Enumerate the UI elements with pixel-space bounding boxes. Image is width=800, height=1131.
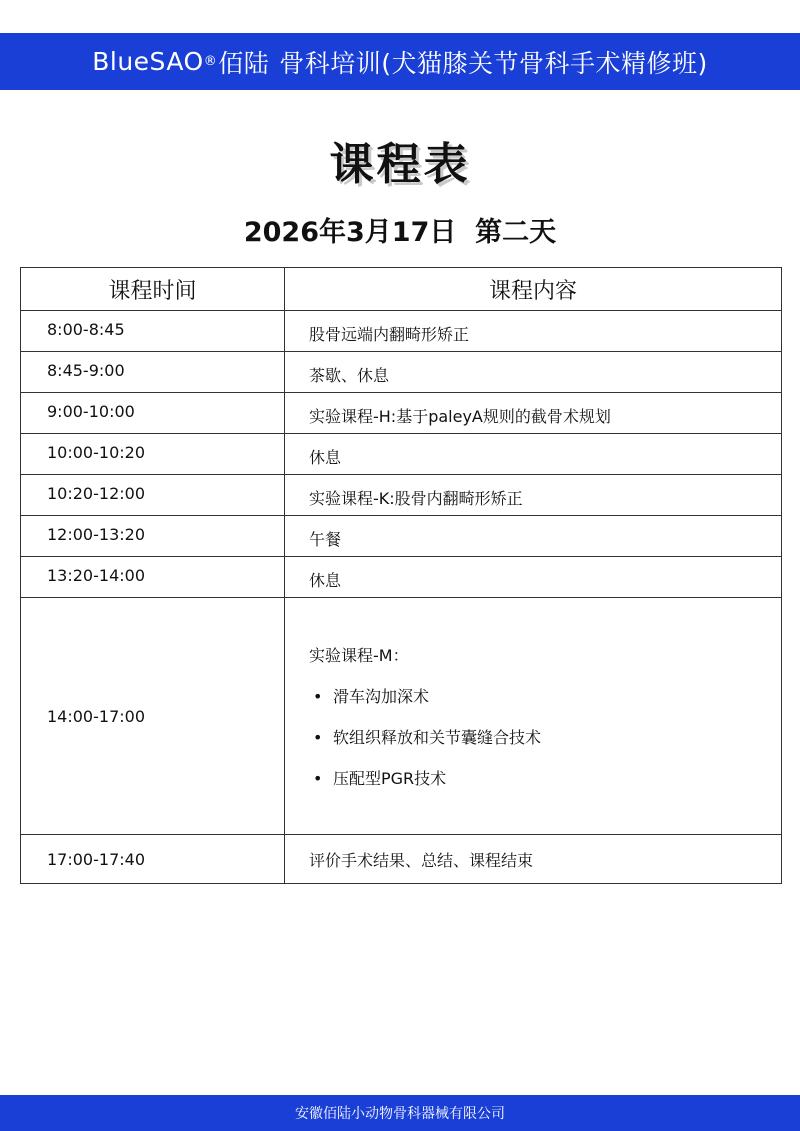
table-row: [21, 598, 782, 835]
company-name: 安徽佰陆小动物骨科器械有限公司: [295, 1106, 505, 1122]
bullet-icon: •: [313, 769, 323, 788]
footer-banner: [0, 1095, 800, 1131]
time-cell: 13:20-14:00: [21, 557, 285, 598]
table-row: [21, 835, 782, 884]
time-cell: 10:00-10:20: [21, 434, 285, 475]
table-header-row: [21, 268, 782, 311]
content-cell: 休息: [285, 557, 782, 598]
schedule-table: [20, 267, 782, 884]
time-cell: 10:20-12:00: [21, 475, 285, 516]
time-cell: 12:00-13:20: [21, 516, 285, 557]
time-cell: 9:00-10:00: [21, 393, 285, 434]
brand-cn-name: 佰陆: [218, 48, 270, 78]
content-cell: [285, 598, 782, 835]
date-subtitle: 2026年3月17日 第二天: [243, 217, 557, 248]
table-row: [21, 557, 782, 598]
header-banner: [0, 33, 800, 90]
time-cell: 8:45-9:00: [21, 352, 285, 393]
time-cell: 14:00-17:00: [21, 598, 285, 835]
table-row: [21, 516, 782, 557]
course-title: 骨科培训(犬猫膝关节骨科手术精修班): [279, 48, 708, 78]
column-header-time: 课程时间: [21, 268, 285, 311]
table-row: [21, 311, 782, 352]
content-cell: 评价手术结果、总结、课程结束: [285, 835, 782, 884]
page-title: 课程表: [329, 139, 471, 190]
bullet-icon: •: [313, 728, 323, 747]
time-cell: 8:00-8:45: [21, 311, 285, 352]
list-item: • 滑车沟加深术: [313, 687, 430, 706]
content-cell: 股骨远端内翻畸形矫正: [285, 311, 782, 352]
content-cell: 茶歇、休息: [285, 352, 782, 393]
lab-course-title: 实验课程-M：: [309, 646, 409, 665]
table-row: [21, 352, 782, 393]
content-cell: 实验课程-K:股骨内翻畸形矫正: [285, 475, 782, 516]
registered-mark: ®: [203, 54, 218, 69]
bullet-icon: •: [313, 687, 323, 706]
brand-name: BlueSAO: [92, 47, 204, 76]
list-item: • 压配型PGR技术: [313, 769, 447, 788]
content-cell: 实验课程-H:基于paleyA规则的截骨术规划: [285, 393, 782, 434]
content-cell: 午餐: [285, 516, 782, 557]
time-cell: 17:00-17:40: [21, 835, 285, 884]
table-row: [21, 434, 782, 475]
table-row: [21, 393, 782, 434]
lab-course-list: [309, 684, 781, 789]
list-item: • 软组织释放和关节囊缝合技术: [313, 728, 542, 747]
table-row: [21, 475, 782, 516]
content-cell: 休息: [285, 434, 782, 475]
column-header-content: 课程内容: [285, 268, 782, 311]
